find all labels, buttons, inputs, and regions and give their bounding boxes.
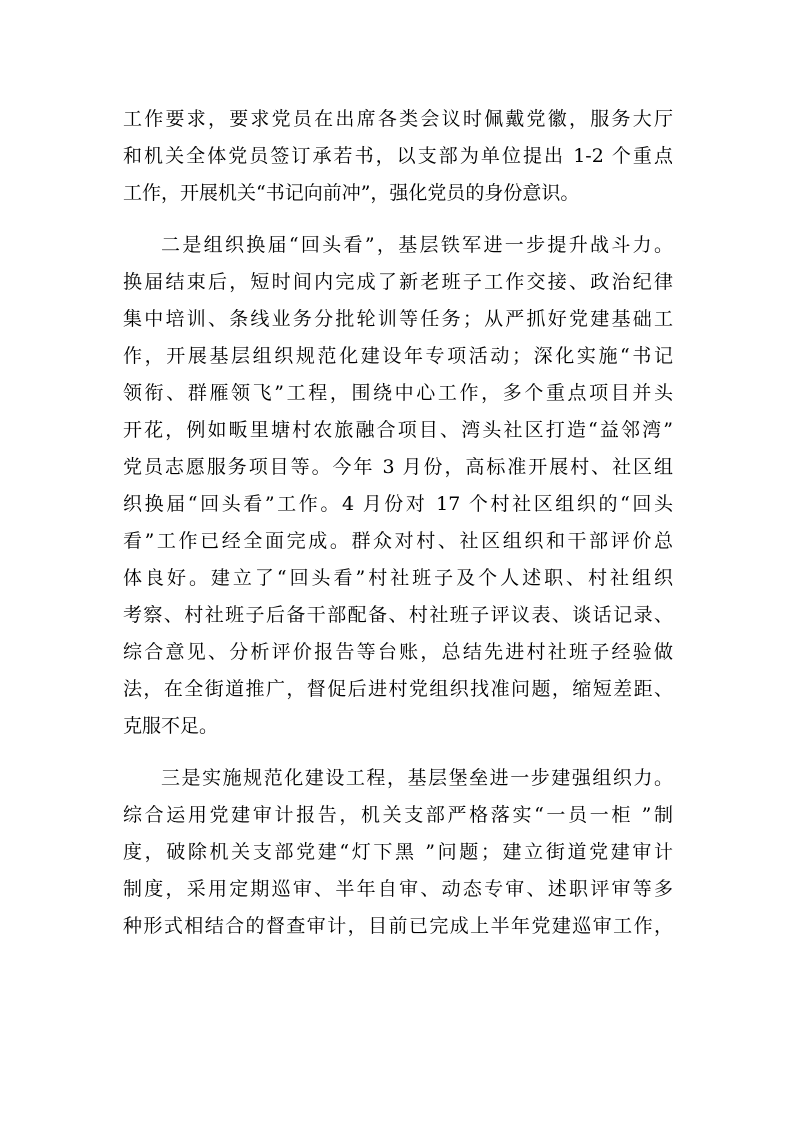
text-line: 作，开展基层组织规范化建设年专项活动；深化实施“书记 [123,345,673,367]
text-line: 集中培训、条线业务分批轮训等任务；从严抓好党建基础工 [123,308,673,330]
text-line: 工作要求，要求党员在出席各类会议时佩戴党徽，服务大厅 [123,108,673,130]
text-line: 开花，例如畈里塘村农旅融合项目、湾头社区打造“益邻湾” [123,419,673,441]
text-line: 看”工作已经全面完成。群众对村、社区组织和干部评价总 [123,530,673,552]
text-line: 种形式相结合的督查审计，目前已完成上半年党建巡审工作， [123,915,673,937]
text-line: 领衔、群雁领飞”工程，围绕中心工作，多个重点项目并头 [123,382,673,404]
text-line: 考察、村社班子后备干部配备、村社班子评议表、谈话记录、 [123,604,673,626]
text-line: 法，在全街道推广，督促后进村党组织找准问题，缩短差距、 [123,678,673,700]
text-line: 和机关全体党员签订承若书，以支部为单位提出 1-2 个重点 [123,145,673,167]
paragraph-heading-3: 三是实施规范化建设工程，基层堡垒进一步建强组织力。 [161,767,673,789]
text-line: 工作，开展机关“书记向前冲”，强化党员的身份意识。 [123,182,580,204]
text-line: 克服不足。 [123,715,219,737]
text-line: 换届结束后，短时间内完成了新老班子工作交接、政治纪律 [123,271,673,293]
text-line: 综合意见、分析评价报告等台账，总结先进村社班子经验做 [123,641,673,663]
text-line: 织换届“回头看”工作。4 月份对 17 个村社区组织的“回头 [123,493,673,515]
text-line: 制度，采用定期巡审、半年自审、动态专审、述职评审等多 [123,878,673,900]
text-line: 度，破除机关支部党建“灯下黑 ”问题；建立街道党建审计 [123,841,673,863]
text-line: 体良好。建立了“回头看”村社班子及个人述职、村社组织 [123,567,673,589]
paragraph-heading-2: 二是组织换届“回头看”，基层铁军进一步提升战斗力。 [161,234,673,256]
text-line: 党员志愿服务项目等。今年 3 月份，高标准开展村、社区组 [123,456,673,478]
text-line: 综合运用党建审计报告，机关支部严格落实“一员一柜 ”制 [123,804,673,826]
